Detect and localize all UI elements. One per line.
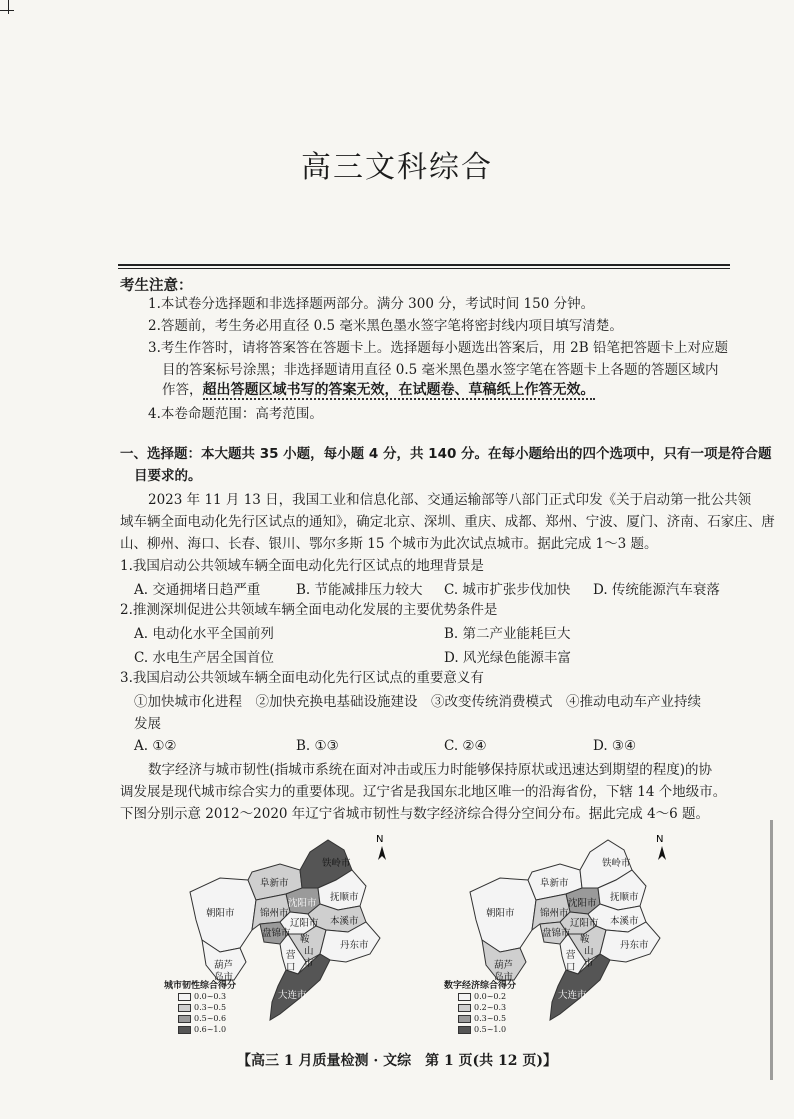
label-anshan-2: 山 [304, 946, 314, 957]
passage-2-line-2: 调发展是现代城市综合实力的重要体现。辽宁省是我国东北地区唯一的沿海省份，下辖 14 个地级市。 [120, 784, 727, 800]
page-title: 高三文科综合 [301, 150, 493, 185]
legend-item: 0.3~0.5 [178, 1002, 236, 1013]
label-chaoyang: 朝阳市 [486, 908, 515, 919]
label-huludao: 葫芦 [494, 960, 514, 971]
notice-item-1: 1.本试卷分选择题和非选择题两部分。满分 300 分，考试时间 150 分钟。 [148, 296, 595, 312]
question-3-choices: ①加快城市化进程 ②加快充换电基础设施建设 ③改变传统消费模式 ④推动电动车产业持续 [134, 694, 701, 710]
question-2-option-a: A. 电动化水平全国前列 [134, 626, 274, 642]
question-3-stem: 3.我国启动公共领域车辆全面电动化先行区试点的重要意义有 [120, 670, 484, 686]
label-liaoyang: 辽阳市 [290, 918, 319, 929]
label-dandong: 丹东市 [340, 940, 369, 951]
notice-text: 作答， [162, 382, 203, 398]
label-fushun: 抚顺市 [610, 892, 639, 903]
scan-edge [770, 820, 773, 1080]
label-tieling: 铁岭市 [322, 858, 351, 869]
question-2-option-c: C. 水电生产居全国首位 [134, 650, 274, 666]
legend-item: 0.2~0.3 [458, 1002, 516, 1013]
passage-1-line-1: 2023 年 11 月 13 日，我国工业和信息化部、交通运输部等八部门正式印发《关于启动第一批公共领 [148, 492, 752, 508]
question-3-option-b: B. ①③ [296, 738, 339, 754]
label-tieling: 铁岭市 [602, 858, 631, 869]
passage-1-line-3: 山、柳州、海口、长春、银川、鄂尔多斯 15 个城市为此次试点城市。据此完成 1～3 题。 [120, 536, 658, 552]
label-fuxin: 阜新市 [260, 878, 289, 889]
label-yingkou: 营 [286, 950, 296, 961]
legend-item: 0.5~0.6 [178, 1013, 236, 1024]
passage-2-line-3: 下图分别示意 2012～2020 年辽宁省城市韧性与数字经济综合得分空间分布。据此完成 4～6 题。 [120, 806, 710, 822]
north-label: N [656, 834, 664, 845]
notice-item-4: 4.本卷命题范围：高考范围。 [148, 406, 323, 422]
legend-item: 0.5~1.0 [458, 1024, 516, 1035]
section-heading: 一、选择题：本大题共 35 小题，每小题 4 分，共 140 分。在每小题给出的四个选项中，只有一项是符合题 [120, 446, 772, 462]
question-3-option-a: A. ①② [134, 738, 177, 754]
label-anshan-3: 市 [304, 958, 314, 969]
label-jinzhou: 锦州市 [260, 908, 289, 919]
notice-item-3: 3.考生作答时，请将答案答在答题卡上。选择题每小题选出答案后，用 2B 铅笔把答题卡上对应题 [148, 340, 728, 356]
label-shenyang: 沈阳市 [568, 898, 597, 909]
label-jinzhou: 锦州市 [540, 908, 569, 919]
label-fuxin: 阜新市 [540, 878, 569, 889]
map-digital-economy [440, 830, 690, 1040]
label-huludao: 葫芦 [214, 960, 234, 971]
legend-right [444, 978, 516, 1035]
label-fushun: 抚顺市 [330, 892, 359, 903]
label-benxi: 本溪市 [330, 916, 359, 927]
label-dalian: 大连市 [278, 990, 307, 1001]
label-panjin: 盘锦市 [262, 928, 291, 939]
question-3-option-c: C. ②④ [444, 738, 487, 754]
label-huludao-2: 岛市 [494, 972, 514, 983]
label-anshan-3: 市 [584, 958, 594, 969]
label-huludao-2: 岛市 [214, 972, 234, 983]
notice-item-3-end [162, 380, 595, 400]
label-anshan: 鞍 [580, 934, 590, 945]
label-dalian: 大连市 [558, 990, 587, 1001]
question-3-option-d: D. ③④ [593, 738, 637, 754]
page-footer: 【高三 1 月质量检测 · 文综 第 1 页(共 12 页)】 [236, 1053, 558, 1069]
divider-thin [118, 268, 730, 269]
question-1-option-a: A. 交通拥堵日趋严重 [134, 582, 261, 598]
question-2-option-d: D. 风光绿色能源丰富 [444, 650, 571, 666]
divider [118, 264, 730, 266]
label-benxi: 本溪市 [610, 916, 639, 927]
question-1-option-b: B. 节能减排压力较大 [296, 582, 423, 598]
legend-item: 0.0~0.2 [458, 991, 516, 1002]
notice-heading: 考生注意： [120, 277, 193, 294]
passage-1-line-2: 域车辆全面电动化先行区试点的通知》，确定北京、深圳、重庆、成都、郑州、宁波、厦门、济南、石家庄、唐 [120, 514, 775, 530]
label-anshan: 鞍 [300, 934, 310, 945]
question-1-option-c: C. 城市扩张步伐加快 [444, 582, 571, 598]
label-yingkou-2: 口 [286, 962, 296, 973]
legend-item: 0.6~1.0 [178, 1024, 236, 1035]
question-1-stem: 1.我国启动公共领域车辆全面电动化先行区试点的地理背景是 [120, 558, 484, 574]
passage-2-line-1: 数字经济与城市韧性(指城市系统在面对冲击或压力时能够保持原状或迅速达到期望的程度)的协 [148, 762, 713, 778]
label-panjin: 盘锦市 [542, 928, 571, 939]
label-anshan-2: 山 [584, 946, 594, 957]
legend-left [164, 978, 236, 1035]
label-liaoyang: 辽阳市 [570, 918, 599, 929]
legend-item: 0.0~0.3 [178, 991, 236, 1002]
legend-item: 0.3~0.5 [458, 1013, 516, 1024]
notice-item-2: 2.答题前，考生务必用直径 0.5 毫米黑色墨水签字笔将密封线内项目填写清楚。 [148, 318, 623, 334]
question-3-choices-cont: 发展 [134, 716, 161, 732]
label-dandong: 丹东市 [620, 940, 649, 951]
section-heading-cont: 目要求的。 [134, 468, 202, 484]
legend-title: 城市韧性综合得分 [164, 981, 237, 991]
label-shenyang: 沈阳市 [288, 898, 317, 909]
legend-title: 数字经济综合得分 [444, 981, 517, 991]
question-2-option-b: B. 第二产业能耗巨大 [444, 626, 571, 642]
north-label: N [376, 834, 384, 845]
north-arrow [376, 834, 386, 860]
label-yingkou: 营 [566, 950, 576, 961]
north-arrow [656, 834, 666, 860]
question-2-stem: 2.推测深圳促进公共领域车辆全面电动化发展的主要优势条件是 [120, 602, 498, 618]
notice-emphasis: 超出答题区域书写的答案无效，在试题卷、草稿纸上作答无效。 [202, 382, 595, 398]
notice-item-3-cont: 目的答案标号涂黑；非选择题请用直径 0.5 毫米黑色墨水签字笔在答题卡上各题的答题区域内 [162, 362, 719, 378]
crop-mark [0, 0, 18, 18]
map-city-resilience [160, 830, 410, 1040]
label-yingkou-2: 口 [566, 962, 576, 973]
question-1-option-d: D. 传统能源汽车衰落 [593, 582, 720, 598]
label-chaoyang: 朝阳市 [206, 908, 235, 919]
